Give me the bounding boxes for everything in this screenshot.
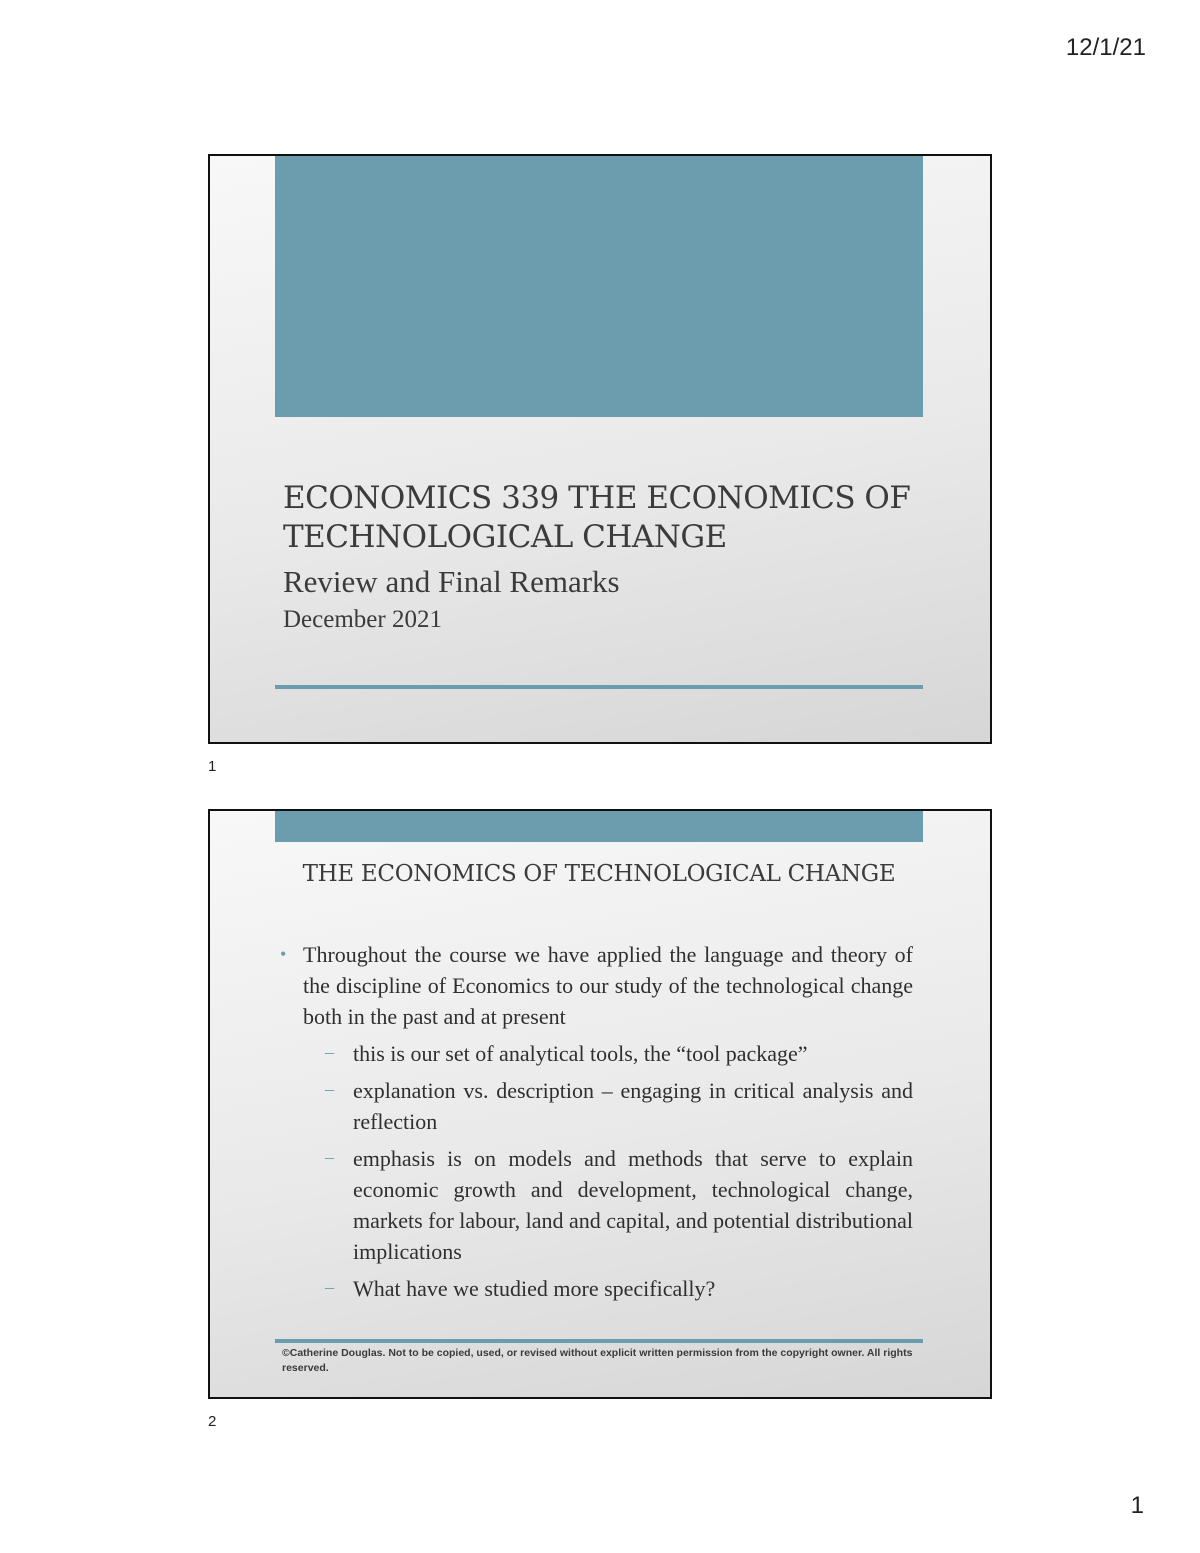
slide-1	[208, 154, 992, 744]
sub-bullet-item	[280, 1075, 913, 1137]
sub-bullet-item	[280, 1038, 913, 1069]
bullet-text: Throughout the course we have applied the language and theory of the discipline of Economics to our study of the technological change both in the past and at present	[303, 942, 913, 1029]
bullet-item	[280, 939, 913, 1032]
copyright-notice: ©Catherine Douglas. Not to be copied, used, or revised without explicit written permission from the copyright owner. All rights reserved.	[282, 1347, 913, 1374]
dash-icon: –	[325, 1277, 334, 1297]
sub-bullet-item	[280, 1143, 913, 1267]
page-date: 12/1/21	[1065, 34, 1146, 61]
dash-icon: –	[325, 1042, 334, 1062]
slide-1-header-band	[275, 156, 923, 417]
slide-1-divider	[275, 685, 923, 689]
sub-bullet-item	[280, 1273, 913, 1304]
slide-2-number: 2	[208, 1413, 217, 1430]
slide-1-subtitle: Review and Final Remarks	[283, 564, 620, 599]
slide-2-divider	[275, 1339, 923, 1343]
slide-1-number: 1	[208, 758, 217, 775]
sub-bullet-text: this is our set of analytical tools, the “tool package”	[353, 1041, 808, 1066]
slide-1-title: ECONOMICS 339 THE ECONOMICS OF TECHNOLOGICAL CHANGE	[283, 480, 911, 555]
slide-1-date: December 2021	[283, 606, 442, 633]
bullet-dot-icon: •	[280, 944, 287, 964]
sub-bullet-text: emphasis is on models and methods that serve to explain economic growth and development, technological change, markets for labour, land and capital, and potential distributional implications	[353, 1146, 913, 1264]
dash-icon: –	[325, 1147, 334, 1167]
slide-2-body	[280, 939, 913, 1304]
page-number: 1	[1130, 1492, 1144, 1519]
slide-2-title: THE ECONOMICS OF TECHNOLOGICAL CHANGE	[302, 861, 896, 887]
sub-bullet-text: What have we studied more specifically?	[353, 1276, 716, 1301]
slide-2-header-band	[275, 811, 923, 842]
sub-bullet-text: explanation vs. description – engaging in critical analysis and reflection	[353, 1078, 913, 1134]
dash-icon: –	[325, 1079, 334, 1099]
slide-2	[208, 809, 992, 1399]
